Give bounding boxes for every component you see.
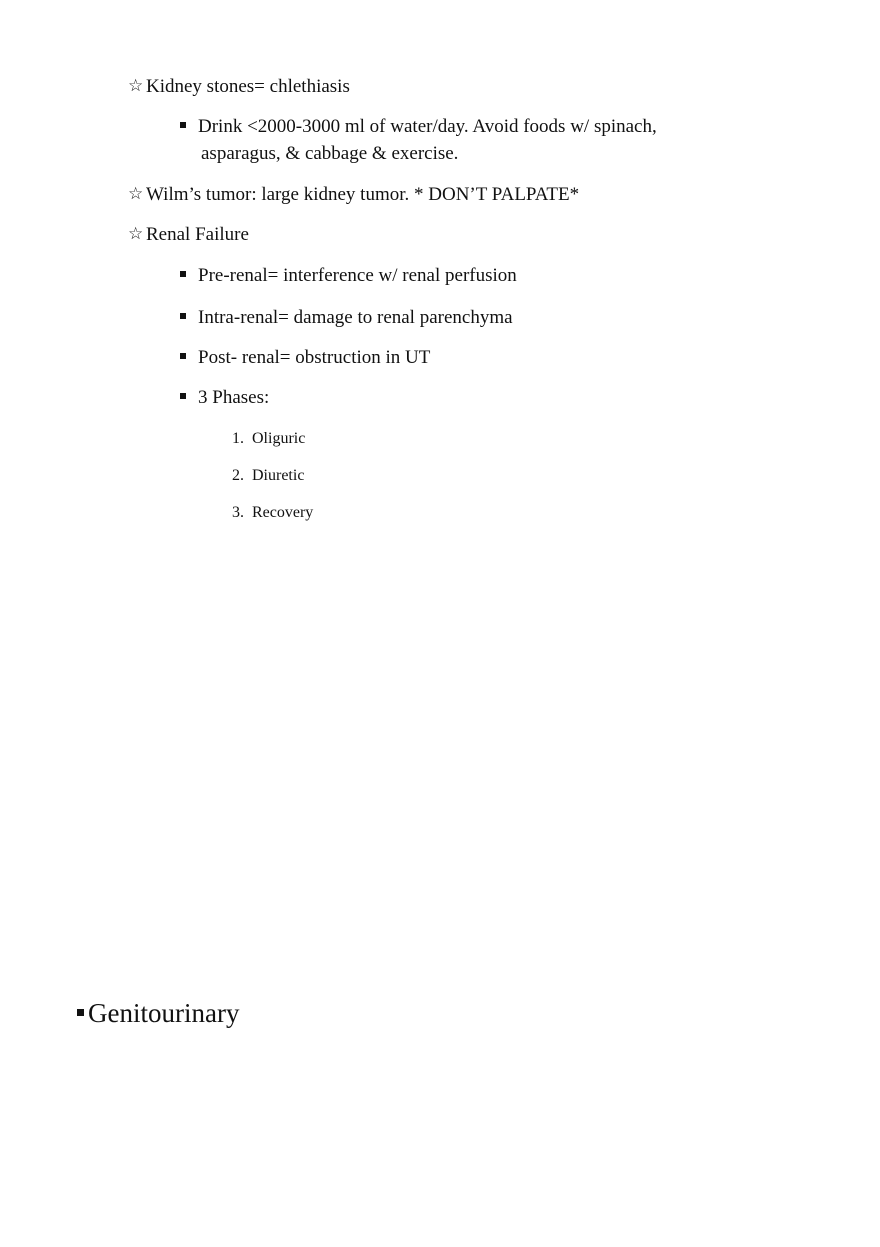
item-text: Diuretic: [252, 467, 305, 484]
numbered-item: [232, 428, 305, 450]
heading-text: Kidney stones= chlethiasis: [146, 76, 350, 97]
renal-failure-heading: [128, 221, 249, 248]
section-title-text: Genitourinary: [88, 998, 240, 1028]
numbered-item: [232, 502, 313, 524]
list-item-text: Intra-renal= damage to renal parenchyma: [198, 307, 513, 328]
list-item: [180, 305, 513, 331]
list-item-continuation: [201, 141, 458, 167]
list-item: [180, 385, 269, 411]
wilms-tumor-heading: [128, 181, 579, 208]
genitourinary-section-title: [77, 996, 239, 1030]
kidney-stones-heading: [128, 73, 350, 100]
list-item-text: Post- renal= obstruction in UT: [198, 347, 431, 368]
list-item-text: Drink <2000-3000 ml of water/day. Avoid foods w/ spinach,: [198, 116, 657, 137]
square-bullet-icon: [180, 313, 186, 319]
list-item-text: 3 Phases:: [198, 387, 270, 408]
list-item-text: Pre-renal= interference w/ renal perfusion: [198, 265, 517, 286]
star-icon: ☆: [128, 76, 144, 96]
list-item: [180, 114, 657, 140]
heading-text: Wilm’s tumor: large kidney tumor. * DON’T PALPATE*: [146, 184, 580, 205]
item-text: Recovery: [252, 504, 314, 521]
heading-text: Renal Failure: [146, 224, 249, 245]
list-item: [180, 263, 517, 289]
star-icon: ☆: [128, 224, 144, 244]
item-number: 3.: [232, 504, 244, 521]
square-bullet-icon: [180, 271, 186, 277]
square-bullet-icon: [180, 122, 186, 128]
item-number: 2.: [232, 467, 244, 484]
square-bullet-icon: [180, 353, 186, 359]
item-number: 1.: [232, 430, 244, 447]
square-bullet-icon: [180, 393, 186, 399]
square-bullet-icon: [77, 1009, 84, 1016]
list-item-text: asparagus, & cabbage & exercise.: [201, 143, 459, 164]
numbered-item: [232, 465, 304, 487]
item-text: Oliguric: [252, 430, 306, 447]
list-item: [180, 345, 430, 371]
star-icon: ☆: [128, 184, 144, 204]
